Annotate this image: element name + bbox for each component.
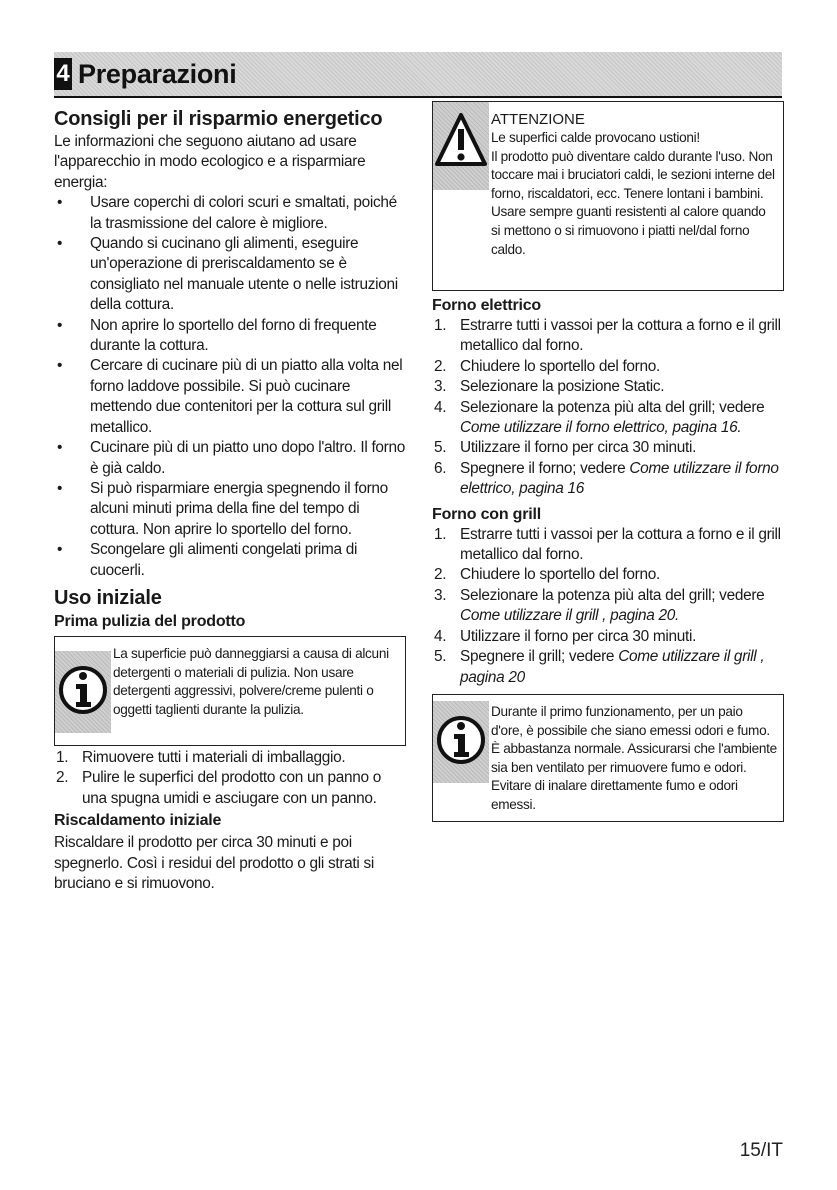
info-icon-panel: [55, 651, 111, 733]
step-number: 2.: [434, 566, 447, 584]
step-text: Chiudere lo sportello del forno.: [460, 357, 661, 375]
list-item: [432, 357, 784, 377]
step-text: Utilizzare il forno per circa 30 minuti.: [460, 627, 697, 645]
list-item: • Usare coperchi di colori scuri e smaltati, poiché la trasmissione del calore è migliore.: [54, 193, 406, 234]
step-number: 6.: [434, 459, 447, 477]
electric-oven-steps: [432, 316, 784, 500]
list-item: [432, 438, 784, 458]
step-text: Selezionare la potenza più alta del grill; vedere: [460, 586, 765, 604]
step-text: Rimuovere tutti i materiali di imballaggio.: [82, 748, 346, 766]
info-icon: [437, 714, 485, 766]
info-icon: [59, 664, 107, 716]
list-item: • Non aprire lo sportello del forno di frequente durante la cottura.: [54, 316, 406, 357]
list-item: [432, 525, 784, 566]
list-item: • Si può risparmiare energia spegnendo il forno alcuni minuti prima della fine del tempo di cottura. Non aprire lo sportello del forno.: [54, 479, 406, 540]
info-icon-panel: [433, 701, 489, 783]
step-text: Estrarre tutti i vassoi per la cottura a forno e il grill metallico dal forno.: [460, 525, 781, 564]
cleaning-info-text: La superficie può danneggiarsi a causa di alcuni detergenti o materiali di pulizia. Non usare detergenti aggressivi, polvere/creme pulenti o oggetti taglienti durante la pulizia.: [113, 645, 389, 717]
energy-heading: Consigli per il risparmio energetico: [54, 108, 383, 130]
step-text: Chiudere lo sportello del forno.: [460, 566, 661, 584]
cleaning-steps: [54, 748, 406, 809]
step-text: Selezionare la potenza più alta del grill; vedere: [460, 398, 765, 416]
warning-box: [432, 101, 784, 291]
left-column: [54, 106, 406, 894]
list-item: [432, 565, 784, 585]
step-number: 5.: [434, 439, 447, 457]
first-operation-info-text: Durante il primo funzionamento, per un paio d'ore, è possibile che siano emessi odori e fumo. È abbastanza normale. Assicurarsi che l'ambiente sia ben ventilato per rimuovere fumo e odori. Evitare di inalare direttamente fumo e odori emessi.: [491, 703, 777, 812]
energy-intro: Le informazioni che seguono aiutano ad usare l'apparecchio in modo ecologico e a risparmiare energia:: [54, 133, 366, 191]
chapter-header: [54, 52, 782, 98]
step-number: 1.: [434, 317, 447, 334]
list-item: [54, 768, 406, 809]
list-item: [432, 586, 784, 627]
chapter-number: 4: [54, 58, 72, 90]
grill-oven-heading: Forno con grill: [432, 505, 541, 523]
first-operation-info-box: [432, 694, 784, 822]
step-number: 3.: [434, 378, 447, 396]
step-number: 1.: [434, 525, 447, 543]
right-column: [432, 101, 784, 822]
warning-icon: [435, 112, 487, 170]
cleaning-info-box: [54, 636, 406, 746]
list-item: [432, 647, 784, 688]
energy-bullet-list: [54, 193, 406, 581]
step-number: 5.: [434, 648, 447, 666]
warning-body2: Usare sempre guanti resistenti al calore quando si mettono o si rimuovono i piatti nel/dal forno caldo.: [491, 204, 766, 257]
list-item: [432, 316, 784, 357]
step-text: Spegnere il grill; vedere: [460, 648, 615, 666]
grill-oven-steps: [432, 525, 784, 688]
heating-heading: Riscaldamento iniziale: [54, 812, 222, 830]
step-number: 3.: [434, 586, 447, 604]
cross-reference-link[interactable]: Come utilizzare il forno elettrico, pagina 16: [460, 459, 779, 498]
page-number: 15/IT: [739, 1140, 783, 1161]
cross-reference-link[interactable]: Come utilizzare il forno elettrico, pagina 16.: [460, 419, 742, 437]
list-item: • Cercare di cucinare più di un piatto alla volta nel forno laddove possibile. Si può cucinare mettendo due contenitori per la cottura sul grill metallico.: [54, 356, 406, 438]
list-item: [432, 398, 784, 439]
heating-text: Riscaldare il prodotto per circa 30 minuti e poi spegnerlo. Così i residui del prodotto o gli strati si bruciano e si rimuovono.: [54, 834, 374, 892]
cross-reference-link[interactable]: Come utilizzare il grill , pagina 20.: [460, 607, 680, 625]
step-text: Spegnere il forno; vedere: [460, 459, 626, 477]
step-number: 4.: [434, 398, 447, 416]
list-item: [432, 377, 784, 397]
cross-reference-link[interactable]: Come utilizzare il grill , pagina 20: [460, 648, 765, 686]
list-item: • Scongelare gli alimenti congelati prima di cuocerli.: [54, 540, 406, 581]
list-item: [54, 748, 406, 768]
warning-icon-panel: [433, 102, 489, 190]
first-use-heading: Uso iniziale: [54, 586, 162, 609]
step-number: 2.: [434, 357, 447, 375]
step-number: 2.: [56, 769, 69, 787]
step-text: Estrarre tutti i vassoi per la cottura a forno e il grill metallico dal forno.: [460, 317, 781, 355]
step-text: Selezionare la posizione Static.: [460, 378, 665, 396]
list-item: • Quando si cucinano gli alimenti, eseguire un'operazione di preriscaldamento se è consigliato nel manuale utente o nelle istruzioni della cottura.: [54, 234, 406, 316]
step-number: 4.: [434, 627, 447, 645]
list-item: [432, 627, 784, 647]
warning-line1: Le superfici calde provocano ustioni!: [491, 130, 700, 145]
chapter-title: Preparazioni: [78, 59, 237, 89]
warning-title: ATTENZIONE: [491, 111, 585, 128]
list-item: • Cucinare più di un piatto uno dopo l'altro. Il forno è già caldo.: [54, 438, 406, 479]
cleaning-heading: Prima pulizia del prodotto: [54, 612, 246, 630]
list-item: [432, 459, 784, 500]
warning-body: Il prodotto può diventare caldo durante l'uso. Non toccare mai i bruciatori caldi, le sezioni interne del forno, riscaldatori, ecc. Tenere lontani i bambini.: [491, 148, 775, 201]
electric-oven-heading: Forno elettrico: [432, 297, 542, 314]
step-number: 1.: [56, 748, 69, 766]
step-text: Utilizzare il forno per circa 30 minuti.: [460, 439, 697, 457]
step-text: Pulire le superfici del prodotto con un panno o una spugna umidi e asciugare con un panno.: [82, 769, 382, 807]
